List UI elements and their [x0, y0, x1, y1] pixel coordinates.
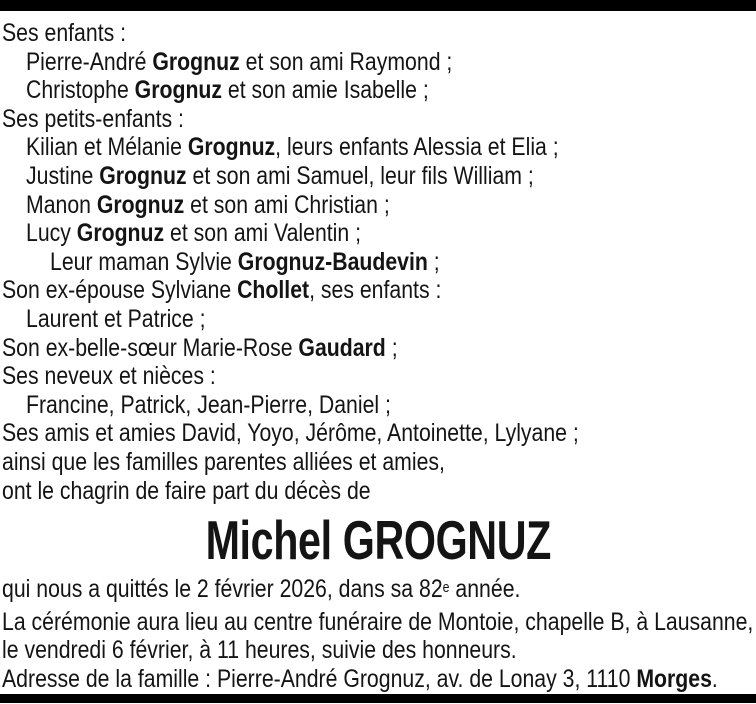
text-segment: Ses petits-enfants :: [2, 104, 184, 133]
notice-line: [2, 248, 754, 277]
bottom-border-rule: [0, 694, 756, 703]
surname-bold: Gaudard: [298, 333, 386, 362]
notice-line: [2, 105, 754, 134]
notice-line: [2, 191, 754, 220]
text-segment: et son ami Samuel, leur fils William ;: [186, 161, 534, 190]
notice-line: [2, 419, 754, 448]
notice-line: [2, 448, 754, 477]
surname-bold: Morges: [636, 664, 712, 693]
notice-line: [2, 575, 754, 608]
notice-line-text: [26, 391, 391, 420]
text-segment: Manon: [26, 190, 97, 219]
notice-line: [2, 48, 754, 77]
text-segment: Lucy: [26, 219, 77, 248]
notice-line-text: [26, 48, 452, 77]
notice-line-text: [2, 636, 517, 665]
notice-line: [2, 362, 754, 391]
text-segment: , ses enfants :: [309, 276, 442, 305]
notice-line-text: [2, 362, 216, 391]
text-segment: année.: [449, 575, 521, 604]
ceremony-details: [2, 575, 754, 693]
notice-line: [2, 334, 754, 363]
text-segment: ;: [427, 247, 440, 276]
text-segment: et son ami Valentin ;: [164, 219, 362, 248]
notice-line: [2, 391, 754, 420]
text-segment: Justine: [26, 161, 100, 190]
text-segment: Son ex-belle-sœur Marie-Rose: [2, 333, 299, 362]
text-segment: et son ami Christian ;: [184, 190, 390, 219]
text-segment: Ses neveux et nièces :: [2, 362, 216, 391]
notice-line-text: [2, 477, 371, 506]
notice-line: [2, 133, 754, 162]
notice-line: [2, 608, 754, 637]
text-segment: ;: [385, 333, 398, 362]
surname-bold: Chollet: [237, 276, 310, 305]
text-segment: le vendredi 6 février, à 11 heures, suivie des honneurs.: [2, 636, 517, 665]
text-segment: Leur maman Sylvie: [50, 247, 238, 276]
notice-line-text: [2, 608, 753, 637]
surname-bold: Grognuz: [187, 133, 276, 162]
notice-line-text: [26, 133, 559, 162]
surname-bold: Grognuz: [152, 47, 240, 76]
text-segment: ont le chagrin de faire part du décès de: [2, 476, 371, 505]
text-segment: .: [711, 664, 718, 693]
notice-line-text: [26, 191, 390, 220]
notice-line-text: [2, 448, 445, 477]
notice-line: [2, 276, 754, 305]
deceased-name-text: Michel GROGNUZ: [205, 509, 551, 572]
notice-line: [2, 477, 754, 506]
surname-bold: Grognuz: [76, 219, 165, 248]
text-segment: ainsi que les familles parentes alliées et amies,: [2, 447, 445, 476]
text-segment: Kilian et Mélanie: [26, 133, 188, 162]
notice-line-text: [2, 105, 184, 134]
notice-line: [2, 305, 754, 334]
surname-bold: Grognuz: [134, 76, 223, 105]
surname-bold: Grognuz: [99, 161, 187, 190]
family-lines: [2, 11, 754, 505]
text-segment: Son ex-épouse Sylviane: [2, 276, 238, 305]
text-segment: et son amie Isabelle ;: [222, 76, 429, 105]
notice-line-text: [26, 219, 361, 248]
notice-line: [2, 636, 754, 665]
text-segment: Adresse de la famille : Pierre-André Grognuz, av. de Lonay 3, 1110: [2, 664, 637, 693]
text-segment: Francine, Patrick, Jean-Pierre, Daniel ;: [26, 390, 391, 419]
text-segment: La cérémonie aura lieu au centre funéraire de Montoie, chapelle B, à Lausanne,: [2, 607, 754, 636]
notice-line: [2, 19, 754, 48]
notice-line-text: [2, 334, 398, 363]
ordinal-superscript: e: [442, 579, 450, 596]
notice-line-text: [2, 665, 718, 694]
text-segment: qui nous a quittés le 2 février 2026, dans sa 82: [2, 575, 443, 604]
notice-line: [2, 76, 754, 105]
notice-line-text: [50, 248, 440, 277]
surname-bold: Grognuz: [96, 190, 185, 219]
death-notice: [2, 11, 754, 693]
surname-bold: Grognuz-Baudevin: [237, 247, 428, 276]
text-segment: Ses amis et amies David, Yoyo, Jérôme, Antoinette, Lylyane ;: [2, 419, 579, 448]
deceased-name: [2, 505, 754, 575]
notice-line-text: [26, 305, 206, 334]
text-segment: Ses enfants :: [2, 19, 127, 47]
top-border-rule: [0, 0, 756, 11]
text-segment: , leurs enfants Alessia et Elia ;: [275, 133, 559, 162]
notice-line-text: [2, 419, 579, 448]
notice-line-text: [2, 19, 126, 48]
text-segment: et son ami Raymond ;: [239, 47, 453, 76]
text-segment: Pierre-André: [26, 47, 153, 76]
notice-line: [2, 665, 754, 694]
notice-line-text: [26, 76, 429, 105]
notice-line-text: [2, 276, 441, 305]
notice-line-text: [2, 575, 520, 608]
notice-line: [2, 162, 754, 191]
notice-line-text: [26, 162, 534, 191]
text-segment: Laurent et Patrice ;: [26, 304, 206, 333]
text-segment: Christophe: [26, 76, 135, 105]
notice-line: [2, 219, 754, 248]
